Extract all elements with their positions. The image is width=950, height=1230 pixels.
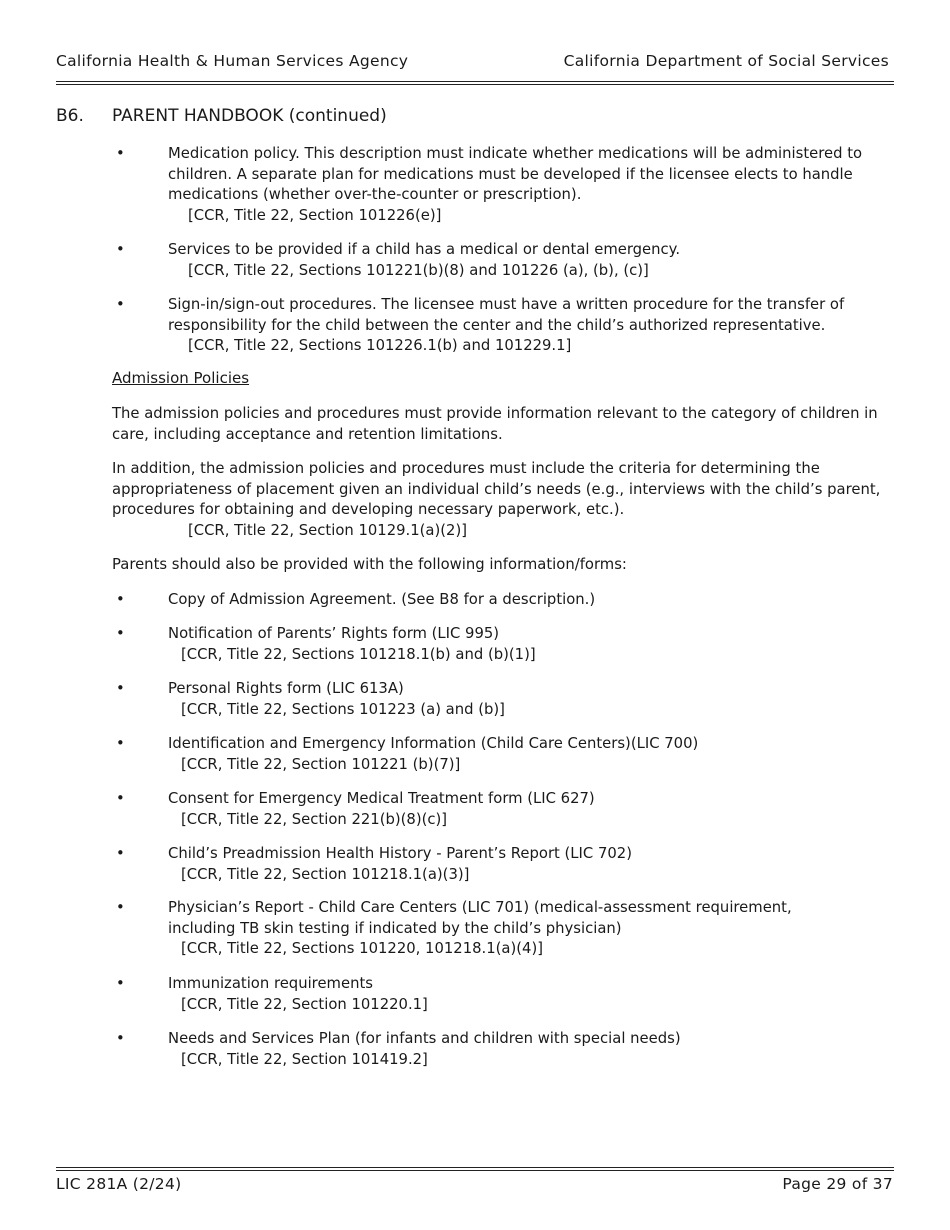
bullet-marker: • xyxy=(116,591,125,608)
footer-rule-bottom xyxy=(56,1170,894,1171)
admission-paragraph-2-text: In addition, the admission policies and procedures must include the criteria for determining the appropriateness of placement given an individual child’s needs (e.g., interviews with the child’s parent, procedures for obtaining and developing necessary paperwork, etc.). xyxy=(112,460,881,518)
list-item-parents-rights xyxy=(112,624,892,665)
header-rule-top xyxy=(56,81,894,82)
section-number: B6. xyxy=(56,106,84,126)
list-item-citation: [CCR, Title 22, Section 101226(e)] xyxy=(188,206,442,224)
list-item-citation: [CCR, Title 22, Sections 101223 (a) and (b)] xyxy=(181,700,505,718)
list-item-text: Copy of Admission Agreement. (See B8 for a description.) xyxy=(168,591,596,608)
bullet-marker: • xyxy=(116,975,125,992)
admission-paragraph-2 xyxy=(112,459,892,541)
list-item-citation: [CCR, Title 22, Section 101218.1(a)(3)] xyxy=(181,865,470,883)
list-item-citation: [CCR, Title 22, Sections 101218.1(b) and (b)(1)] xyxy=(181,645,536,663)
list-item-text: Medication policy. This description must indicate whether medications will be administered to children. A separate plan for medications must be developed if the licensee elects to handle medications (whether over-the-counter or prescription). xyxy=(168,145,863,203)
list-item-citation: [CCR, Title 22, Section 101419.2] xyxy=(181,1050,428,1068)
list-item-citation: [CCR, Title 22, Section 101220.1] xyxy=(181,995,428,1013)
bullet-marker: • xyxy=(116,241,125,258)
list-item-text: Identification and Emergency Information (Child Care Centers)(LIC 700) xyxy=(168,735,699,752)
list-item-text: Needs and Services Plan (for infants and children with special needs) xyxy=(168,1030,681,1047)
bullet-marker: • xyxy=(116,899,125,916)
list-item-citation: [CCR, Title 22, Sections 101220, 101218.1(a)(4)] xyxy=(181,940,544,957)
header-agency: California Health & Human Services Agency xyxy=(56,52,409,70)
list-item-physicians-report xyxy=(112,898,892,960)
list-item-medication-policy xyxy=(112,144,892,226)
admission-policies-heading: Admission Policies xyxy=(112,369,250,387)
admission-paragraph-2-citation: [CCR, Title 22, Section 10129.1(a)(2)] xyxy=(188,521,467,539)
list-item-citation: [CCR, Title 22, Sections 101221(b)(8) and 101226 (a), (b), (c)] xyxy=(188,261,649,279)
header-department: California Department of Social Services xyxy=(563,52,889,70)
list-item-citation: [CCR, Title 22, Sections 101226.1(b) and 101229.1] xyxy=(188,337,572,354)
bullet-marker: • xyxy=(116,735,125,752)
list-item-text: Immunization requirements xyxy=(168,975,373,992)
admission-paragraph-3: Parents should also be provided with the following information/forms: xyxy=(112,556,627,573)
list-item-text: Notification of Parents’ Rights form (LIC 995) xyxy=(168,625,500,642)
bullet-marker: • xyxy=(116,845,125,862)
footer-form-id: LIC 281A (2/24) xyxy=(56,1175,182,1193)
footer-rule-top xyxy=(56,1167,894,1168)
list-item-personal-rights xyxy=(112,679,892,720)
list-item-admission-agreement xyxy=(112,590,892,611)
list-item-text: Consent for Emergency Medical Treatment form (LIC 627) xyxy=(168,790,595,807)
section-heading xyxy=(56,106,387,126)
list-item-immunization xyxy=(112,974,892,1015)
bullet-marker: • xyxy=(116,625,125,642)
bullet-marker: • xyxy=(116,145,125,162)
list-item-citation: [CCR, Title 22, Section 221(b)(8)(c)] xyxy=(181,810,448,828)
header-rule-bottom xyxy=(56,84,894,85)
list-item-preadmission-health xyxy=(112,844,892,885)
section-title: PARENT HANDBOOK (continued) xyxy=(112,106,387,126)
bullet-marker: • xyxy=(116,790,125,807)
list-item-consent-medical xyxy=(112,789,892,830)
list-item-emergency-services xyxy=(112,240,892,281)
list-item-text: Physician’s Report - Child Care Centers (LIC 701) (medical-assessment requirement, including TB skin testing if indicated by the child’s physician) xyxy=(168,899,792,937)
bullet-marker: • xyxy=(116,680,125,697)
list-item-sign-in-out xyxy=(112,295,892,357)
list-item-text: Sign-in/sign-out procedures. The licensee must have a written procedure for the transfer of responsibility for the child between the center and the child’s authorized representative. xyxy=(168,296,845,334)
bullet-marker: • xyxy=(116,296,125,313)
list-item-citation: [CCR, Title 22, Section 101221 (b)(7)] xyxy=(181,755,461,773)
list-item-text: Personal Rights form (LIC 613A) xyxy=(168,680,404,697)
list-item-text: Services to be provided if a child has a medical or dental emergency. xyxy=(168,241,681,258)
list-item-identification-emergency xyxy=(112,734,892,775)
footer-page-number: Page 29 of 37 xyxy=(782,1175,893,1193)
bullet-marker: • xyxy=(116,1030,125,1047)
list-item-text: Child’s Preadmission Health History - Parent’s Report (LIC 702) xyxy=(168,845,632,862)
list-item-needs-services-plan xyxy=(112,1029,892,1070)
admission-paragraph-1: The admission policies and procedures must provide information relevant to the category of children in care, including acceptance and retention limitations. xyxy=(112,405,878,443)
